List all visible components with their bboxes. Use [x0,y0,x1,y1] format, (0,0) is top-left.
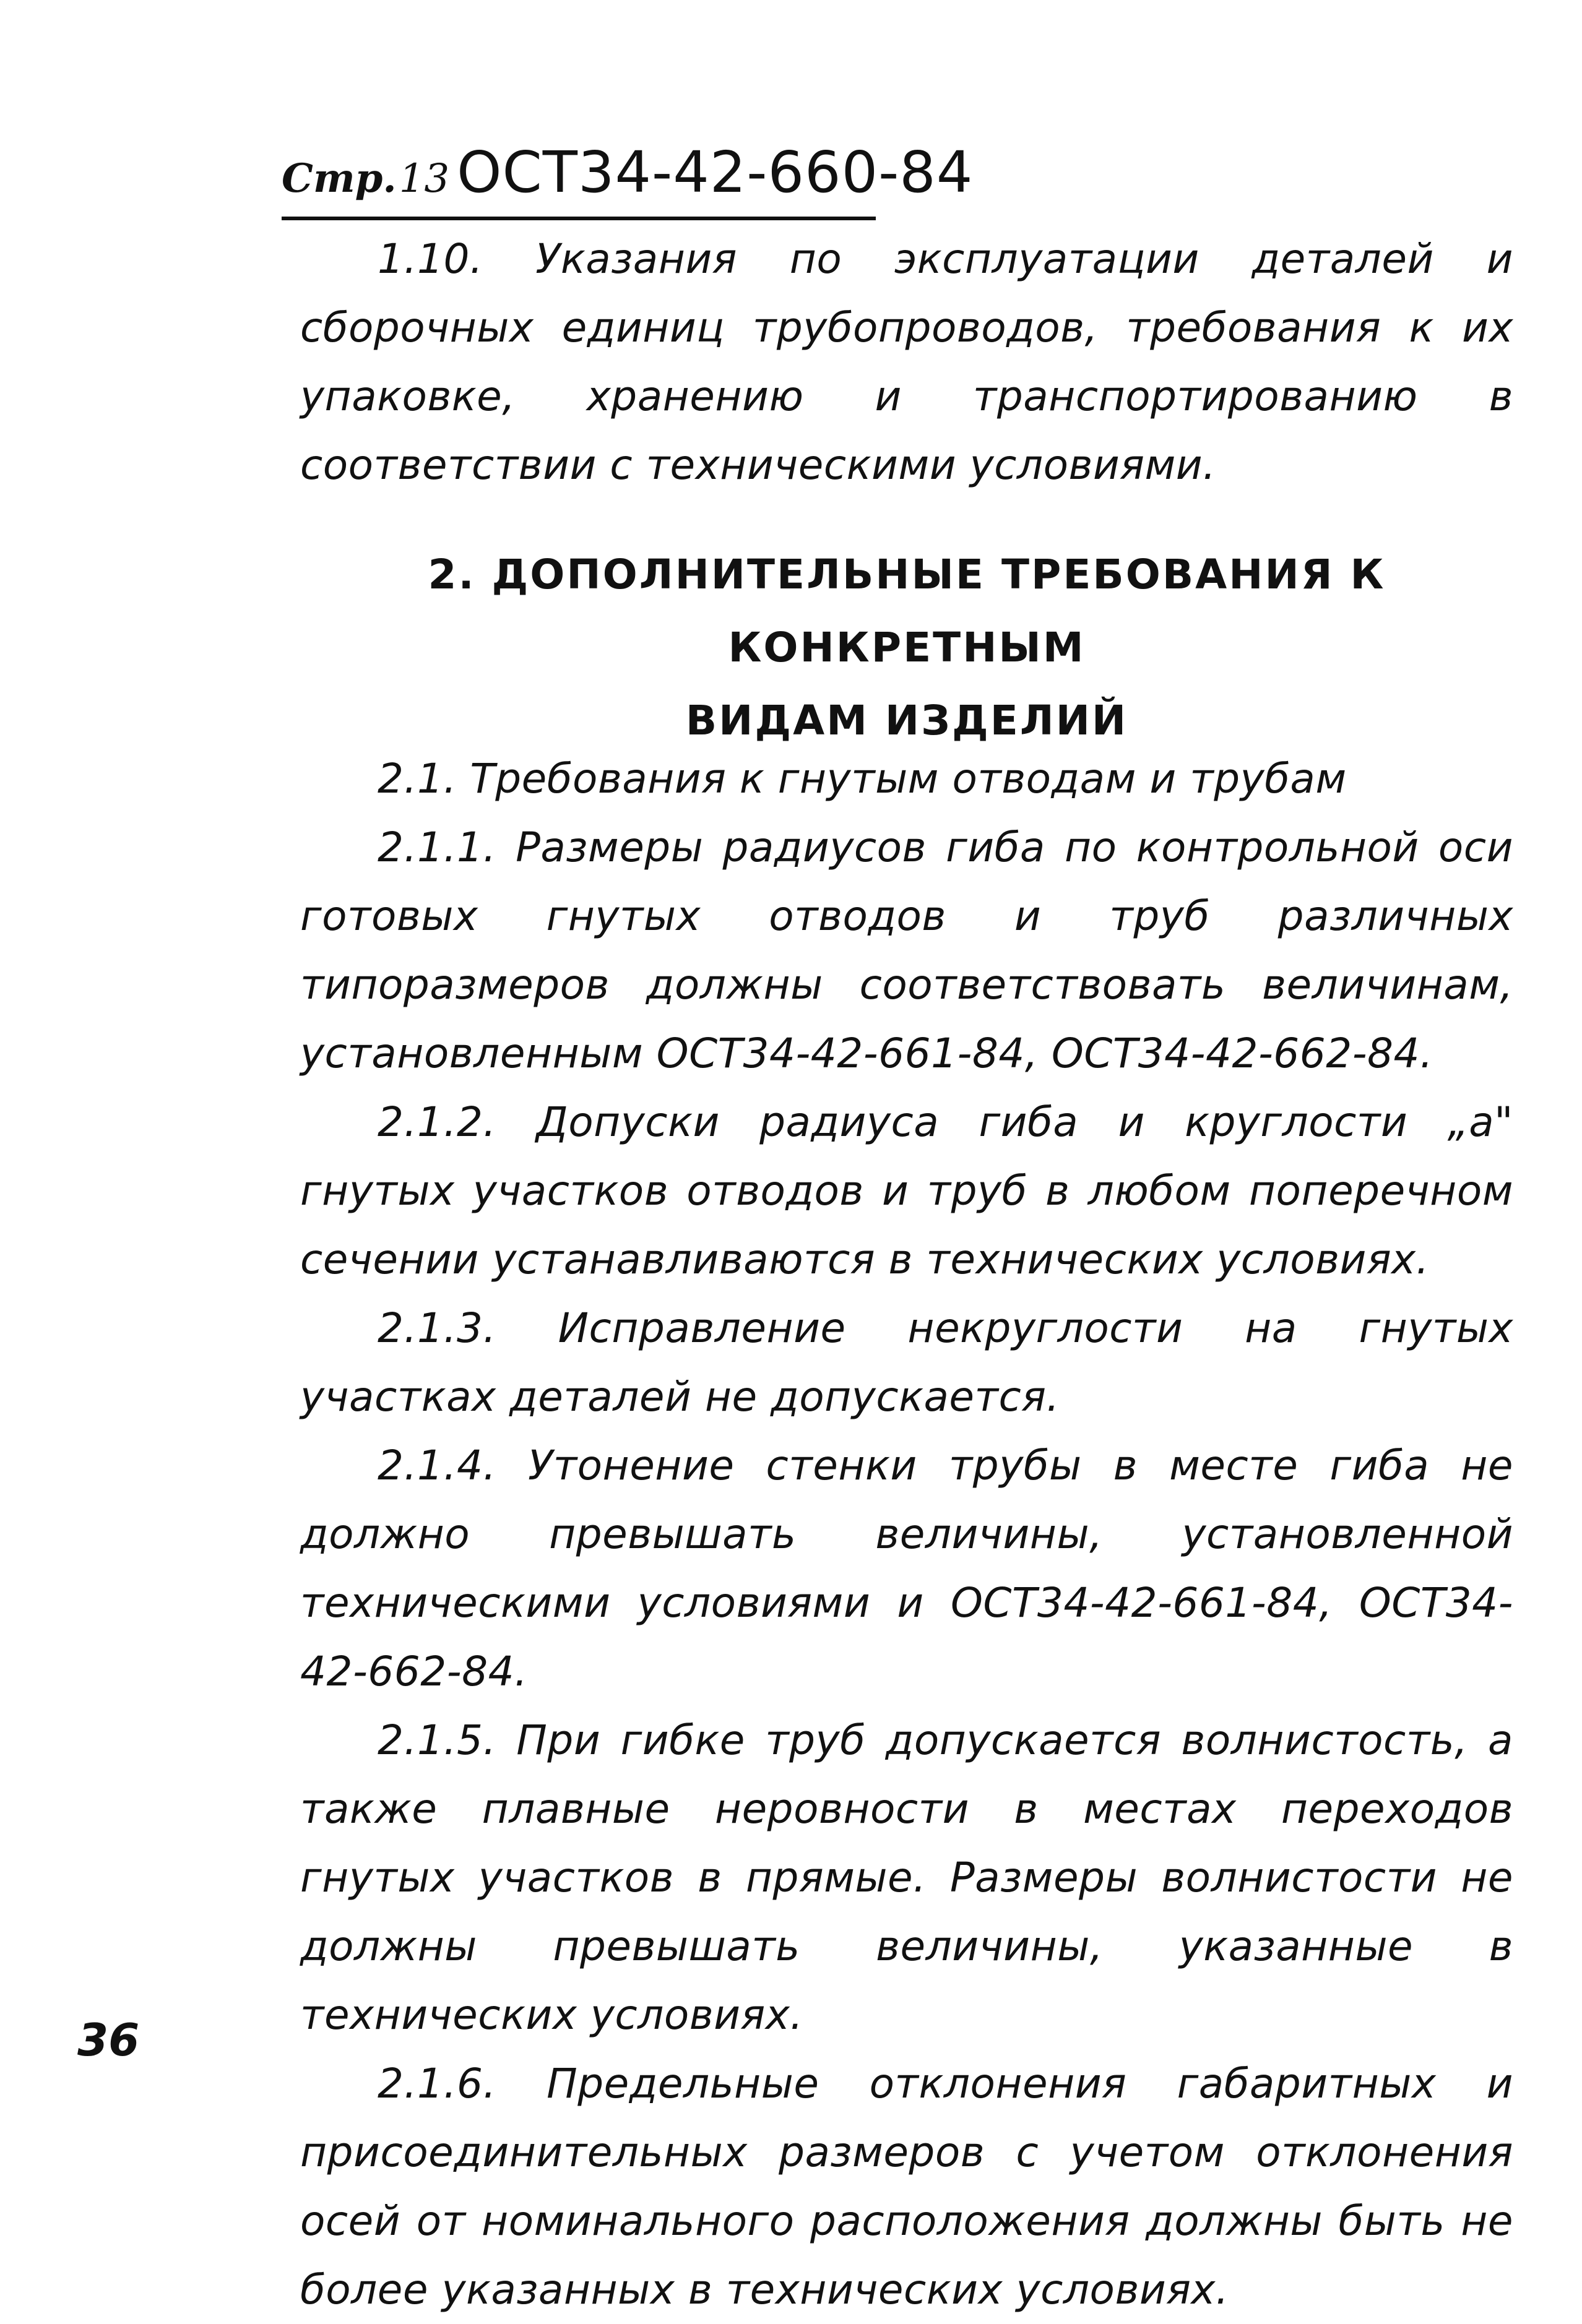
paragraph-2-1-2: 2.1.2. Допуски радиуса гиба и круглости „а" гнутых участков отводов и труб в любом поперечном сечении устанавливаются в технических условиях. [300,1098,1513,1283]
paragraph-2-1-1: 2.1.1. Размеры радиусов гиба по контрольной оси готовых гнутых отводов и труб различных типоразмеров должны соответствовать величинам, установленным ОСТ34-42-661-84, ОСТ34-42-662-84. [300,824,1513,1077]
document-code: ОСТ34-42-660-84 [457,139,974,205]
section-2-heading-line1: 2. ДОПОЛНИТЕЛЬНЫЕ ТРЕБОВАНИЯ К КОНКРЕТНЫМ [428,551,1386,671]
page-number: 36 [77,2014,140,2066]
page-label: Стр. [282,155,397,202]
paragraph-2-1-4: 2.1.4. Утонение стенки трубы в месте гиба не должно превышать величины, установленной техническими условиями и ОСТ34-42-661-84, ОСТ34-42-662-84. [300,1442,1513,1695]
paragraph-2-1: 2.1. Требования к гнутым отводам и трубам [378,755,1347,803]
section-2-heading [300,538,1513,757]
paragraph-1-10: 1.10. Указания по эксплуатации деталей и сборочных единиц трубопроводов, требования к их упаковке, хранению и транспортированию в соответствии с техническими условиями. [300,235,1513,489]
paragraph-block-1-10 [300,225,1513,499]
paragraph-2-1-3: 2.1.3. Исправление некруглости на гнутых участках деталей не допускается. [300,1304,1513,1421]
sheet-number: 13 [399,156,450,202]
paragraph-2-1-6: 2.1.6. Предельные отклонения габаритных и присоединительных размеров с учетом отклонения осей от номинального расположения должны быть не более указанных в технических условиях. [300,2060,1513,2313]
section-2-body [300,744,1513,2324]
page-header [282,139,974,220]
section-2-heading-line2: ВИДАМ ИЗДЕЛИЙ [685,697,1128,744]
paragraph-2-1-5: 2.1.5. При гибке труб допускается волнистость, а также плавные неровности в местах переходов гнутых участков в прямые. Размеры волнистости не должны превышать величины, указанные в технических условиях. [300,1716,1513,2039]
